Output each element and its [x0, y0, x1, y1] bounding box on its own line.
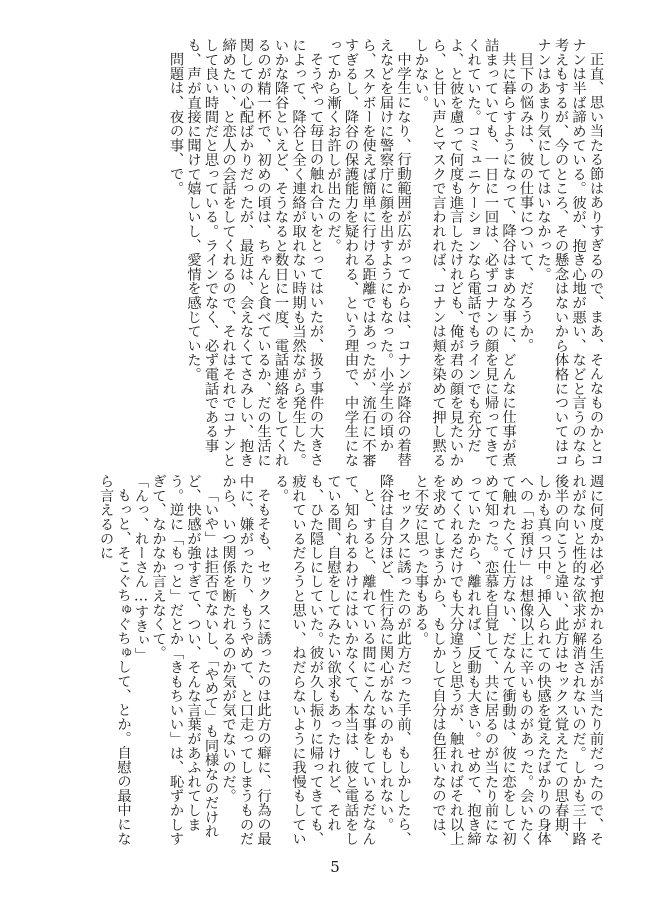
paragraph: セックスに誘ったのが此方だった手前、もしかしたら、降谷は自分ほど、性行為に関心がないのかもしれない。 [378, 474, 412, 846]
text-block-lower [74, 474, 604, 852]
paragraph: 問題は、夜の事、で。 [168, 52, 184, 196]
paragraph: そうやって毎日の触れ合いをとってはいたが、扱う事件の大きさによって、降谷と全く連絡が取れない時期も当然ながら発生した。いかな降谷といえど、そうなると数日に一度、電話連絡をしてくれるのが精一杯で、初めの頃は、ちゃんと食べているか、だの生活に関しての心配ばかりだったが、最近は、会えなくてさみしい、抱き締めたい、と恋人の会話をしてくれるので、それはそれでコナンとして良い時間だと思っている。ラインでなく、必ず電話である事も、声が直接に聞けて嬉しいし、愛情を感じていた。 [185, 38, 324, 467]
paragraph: そもそも、セックスに誘ったのは此方の癖に、行為の最中に、嫌がったり、もうやめて、と口走ってしまうものだから、いつ関係を断たれるのか気が気でないのだ。 [220, 474, 272, 846]
paragraph: 中学生になり、行動範囲が広がってからは、コナンが降谷の着替えなどを届けに警察庁に顔を出すようにもなった。小学生の頃から、スケボーを使えば簡単に行ける距離ではあったが、流石に不審すぎるし、降谷の保護能力を疑われる、という理由で、中学生になってから漸くお許しが出たのだ。 [325, 38, 412, 467]
paragraph: と、すると、離れている間にこんな事をしているだなんて、知られるわけにはいかなくて、本当は、彼と電話をしている間、自慰をしてみたい欲求もあったけれど、それも、ひた隠しにしていた。彼が久し振りに帰ってきても、疲れているだろうと思い、ねだらないように我慢もしている。 [273, 474, 377, 846]
paragraph: 目下の悩みは、彼の仕事について、だろうか。 [518, 52, 534, 353]
paragraph: 正直、思い当たる節はありすぎるので、まあ、そんなものかとコナンは半ば諦めている。彼が、抱き心地が悪い、などと言うのなら考えもするが、今のところ、その懸念はないから体格についてはコナンはあまり気にしてはいなかった。 [535, 38, 604, 467]
paragraph: 「いや」は拒否でないし、「やめて」も同様なのだけれど、快感が強すぎて、つい、そんな言葉があふれてしまう。逆に「もっと」だとか「きもちいい」は、恥ずかしすぎて、なかなか言えなくて。 [150, 474, 219, 846]
paragraph: もっと、そこぐちゅぐちゅして、とか。自慰の最中になら言えるのに [98, 474, 132, 846]
paragraph: 「んっ、れーさん…すきぃ」 [133, 474, 149, 662]
text-block-upper [74, 38, 604, 470]
page-number: 5 [330, 858, 340, 876]
paragraph: 週に何度かは必ず抱かれる生活が当たり前だったので、それがないと性的な欲求が解消されないのだ。しかも三十路後半の向こうと違い、此方はセックス覚えたての思春期、しかも真っ只中。挿入られての快感を覚えたばかりの身体への「お預け」は想像以上に辛いものがあった。会いたくて触れたくて仕方ない、だなんて衝動は、彼に恋をして初めて知った。恋慕を自覚して、共に居るのが当たり前になっていたから、離れれば、反動も大きい。せめて、抱き締めてくれるだけでも大分違うと思うが、触れればそれ以上を求めてしまうから、もしかして自分は色狂いなのでは、と不安に思った事もある。 [413, 474, 604, 846]
paragraph: 共に暮らすようになって、降谷はまめな事に、どんなに仕事が煮詰まっていても、一日に一回は、必ずコナンの顔を見に帰ってきてくれていた。コミュニケーションなら電話でもラインでも充分だよ、と彼を慮って何度も進言したけれども、俺が君の顔を見たいから、と甘い声とマスクで言われれば、コナンは頬を染めて押し黙るしかない。 [413, 38, 517, 467]
